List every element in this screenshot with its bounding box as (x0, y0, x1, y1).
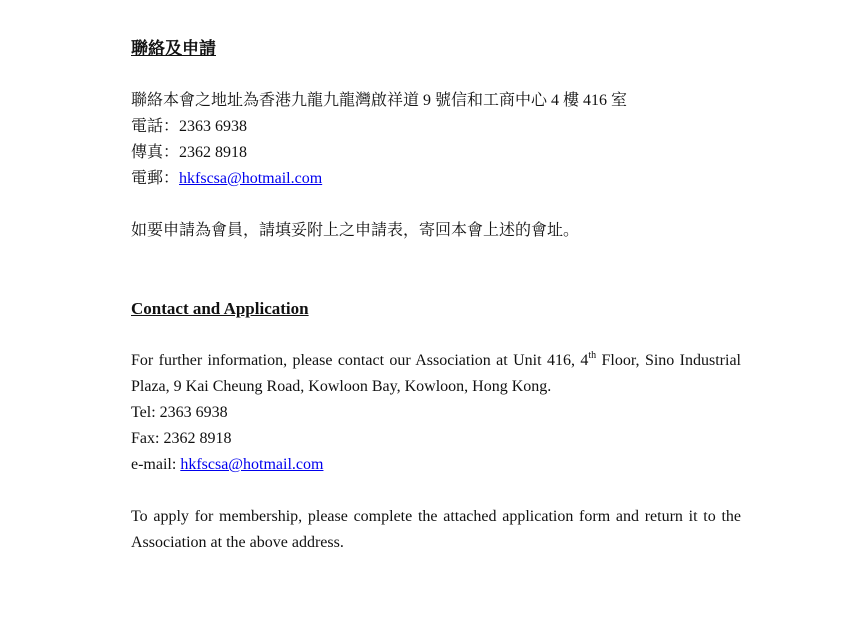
en-tel-label: Tel: (131, 404, 160, 421)
zh-fax-label: 傳真： (131, 144, 180, 161)
zh-fax-line (131, 140, 741, 166)
en-address-part1: For further information, please contact our Association at Unit 416, 4 (131, 352, 589, 369)
en-contact-block (131, 348, 741, 478)
en-address (131, 348, 741, 400)
zh-address: 聯絡本會之地址為香港九龍九龍灣啟祥道 9 號信和工商中心 4 樓 416 室 (131, 92, 628, 109)
zh-contact-block (131, 88, 741, 192)
zh-tel-value: 2363 6938 (179, 118, 248, 135)
en-address-part2: Floor, Sino Industrial Plaza, 9 Kai Cheung Road, Kowloon Bay, Kowloon, Hong Kong. (131, 352, 742, 395)
zh-email-label: 電郵： (131, 170, 180, 187)
zh-fax-value: 2362 8918 (179, 144, 248, 161)
zh-apply-paragraph: 如要申請為會員，請填妥附上之申請表，寄回本會上述的會址。 (131, 222, 580, 239)
en-fax-value: 2362 8918 (163, 430, 232, 447)
en-fax-label: Fax: (131, 430, 164, 447)
zh-section-heading: 聯絡及申請 (131, 39, 216, 58)
en-email-link[interactable]: hkfscsa@hotmail.com (180, 456, 324, 473)
zh-email-line (131, 166, 741, 192)
en-tel-value: 2363 6938 (159, 404, 228, 421)
en-address-superscript: th (588, 349, 597, 361)
en-apply-paragraph: To apply for membership, please complete the attached application form and return it to the Association at the above address. (131, 508, 741, 551)
en-email-line (131, 452, 741, 478)
zh-email-link[interactable]: hkfscsa@hotmail.com (179, 170, 323, 187)
en-email-label: e-mail: (131, 456, 181, 473)
zh-tel-label: 電話： (131, 118, 180, 135)
en-tel-line (131, 400, 741, 426)
en-section-heading: Contact and Application (131, 299, 309, 318)
zh-tel-line (131, 114, 741, 140)
document-page (131, 36, 741, 556)
en-fax-line (131, 426, 741, 452)
